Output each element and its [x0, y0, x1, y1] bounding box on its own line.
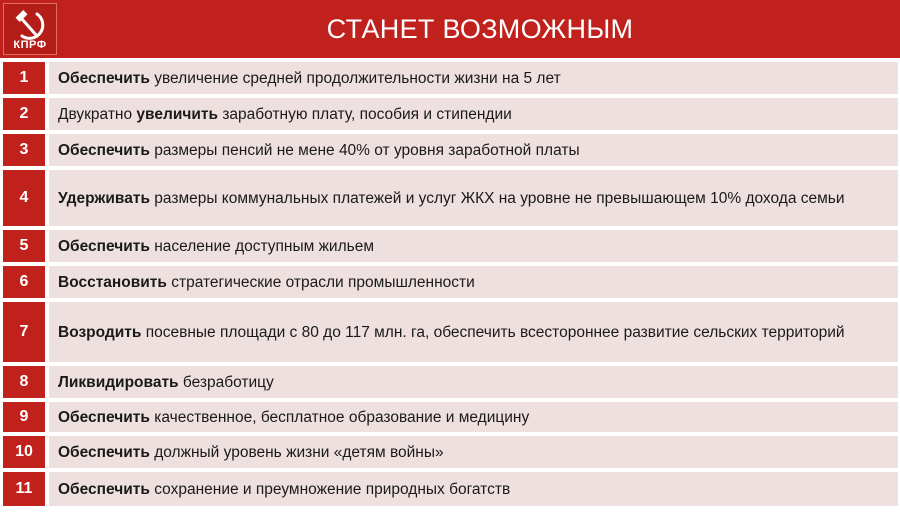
item-number: 7: [3, 302, 45, 362]
list-item: [0, 302, 900, 362]
item-number: 1: [3, 62, 45, 94]
list-item: [0, 230, 900, 262]
item-number: 10: [3, 436, 45, 468]
item-text: Обеспечить сохранение и преумножение природных богатств: [49, 472, 898, 506]
item-text: Ликвидировать безработицу: [49, 366, 898, 398]
list-item: [0, 98, 900, 130]
item-number: 4: [3, 170, 45, 226]
item-text: Обеспечить население доступным жильем: [49, 230, 898, 262]
item-number: 3: [3, 134, 45, 166]
logo-text: КПРФ: [13, 39, 47, 51]
item-number: 9: [3, 402, 45, 432]
list-item: [0, 402, 900, 432]
list-item: [0, 472, 900, 506]
list-item: [0, 62, 900, 94]
list-item: [0, 366, 900, 398]
list-item: [0, 170, 900, 226]
list-item: [0, 436, 900, 468]
item-number: 11: [3, 472, 45, 506]
item-number: 2: [3, 98, 45, 130]
list-item: [0, 134, 900, 166]
item-text: Удерживать размеры коммунальных платежей и услуг ЖКХ на уровне не превышающем 10% дохода семьи: [49, 170, 898, 226]
item-text: Обеспечить увеличение средней продолжительности жизни на 5 лет: [49, 62, 898, 94]
item-text: Обеспечить должный уровень жизни «детям войны»: [49, 436, 898, 468]
item-number: 5: [3, 230, 45, 262]
item-text: Обеспечить размеры пенсий не мене 40% от уровня заработной платы: [49, 134, 898, 166]
item-number: 8: [3, 366, 45, 398]
item-text: Двукратно увеличить заработную плату, пособия и стипендии: [49, 98, 898, 130]
item-number: 6: [3, 266, 45, 298]
page-title: СТАНЕТ ВОЗМОЖНЫМ: [326, 14, 634, 44]
list-item: [0, 266, 900, 298]
item-text: Обеспечить качественное, бесплатное образование и медицину: [49, 402, 898, 432]
header-bar: [0, 0, 900, 58]
item-text: Восстановить стратегические отрасли промышленности: [49, 266, 898, 298]
party-logo: [3, 3, 57, 55]
item-text: Возродить посевные площади с 80 до 117 млн. га, обеспечить всестороннее развитие сельских территорий: [49, 302, 898, 362]
